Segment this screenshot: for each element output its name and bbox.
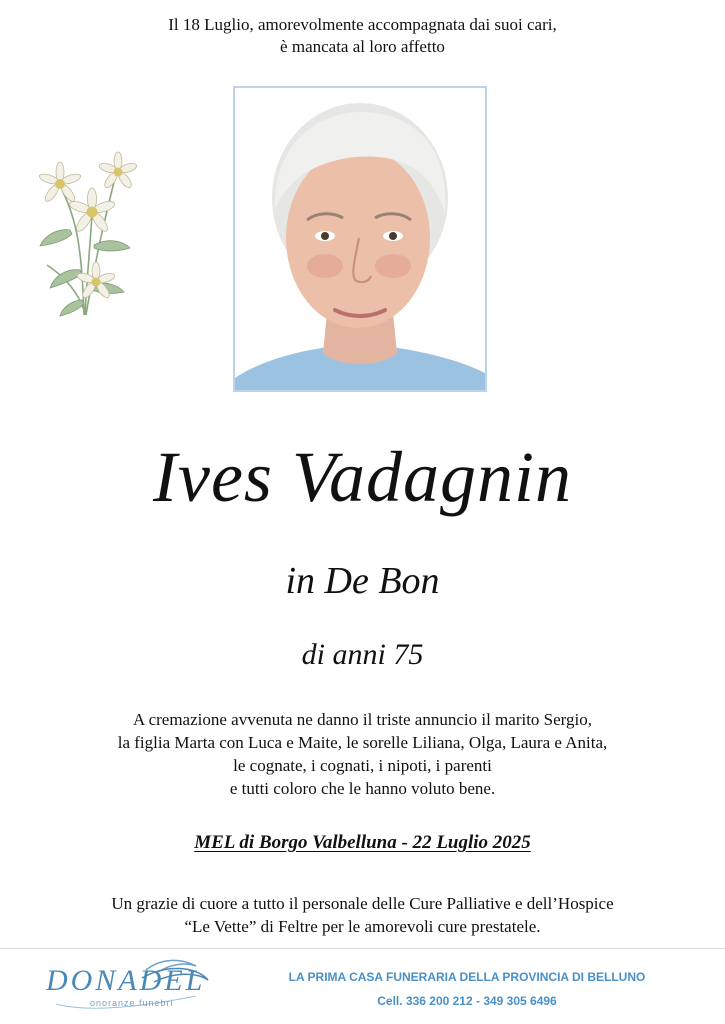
intro-text [0, 14, 725, 58]
footer-divider [0, 948, 725, 949]
deceased-name: Ives Vadagnin [153, 437, 572, 517]
phone-numbers: Cell. 336 200 212 - 349 305 6496 [377, 994, 557, 1008]
logo-subtext: onoranze funebri [90, 998, 174, 1008]
edelweiss-icon [22, 150, 154, 322]
logo-text: DONADEL [46, 964, 206, 997]
intro-line-2: è mancata al loro affetto [280, 37, 445, 56]
age: di anni 75 [301, 638, 424, 671]
donadel-logo [46, 956, 216, 1016]
thanks-text [0, 892, 725, 938]
place-date: MEL di Borgo Valbelluna - 22 Luglio 2025 [194, 832, 531, 853]
portrait-photo [233, 86, 487, 392]
announcement-line: le cognate, i cognati, i nipoti, i parenti [233, 756, 492, 775]
place-date-container [0, 830, 725, 856]
announcement [0, 708, 725, 800]
thanks-line: Un grazie di cuore a tutto il personale delle Cure Palliative e dell’Hospice [111, 894, 614, 913]
company-tagline: LA PRIMA CASA FUNERARIA DELLA PROVINCIA DI BELLUNO [288, 970, 646, 984]
thanks-line: “Le Vette” di Feltre per le amorevoli cure prestatele. [184, 917, 541, 936]
announcement-line: e tutti coloro che le hanno voluto bene. [229, 779, 496, 798]
married-name: in De Bon [285, 560, 440, 602]
intro-line-1: Il 18 Luglio, amorevolmente accompagnata dai suoi cari, [168, 15, 557, 34]
announcement-line: A cremazione avvenuta ne danno il triste annuncio il marito Sergio, [132, 710, 593, 729]
announcement-line: la figlia Marta con Luca e Maite, le sorelle Liliana, Olga, Laura e Anita, [117, 733, 608, 752]
